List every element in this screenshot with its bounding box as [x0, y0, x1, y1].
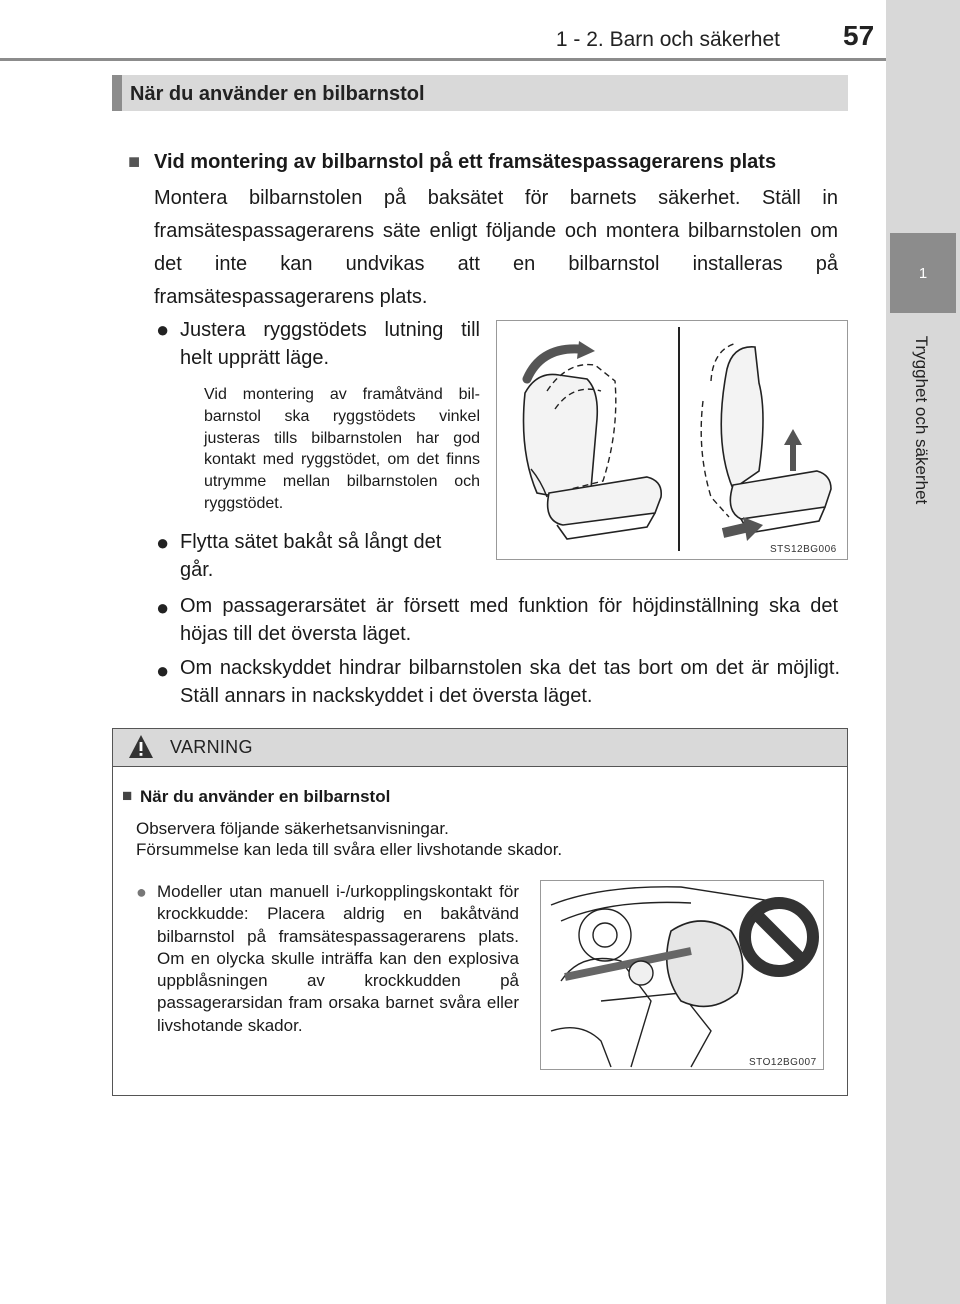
airbag-figure-code: STO12BG007 [749, 1057, 817, 1068]
section-heading-accent [112, 75, 122, 111]
sub-heading-square-icon: ■ [128, 151, 141, 173]
bullet-text-headrest: Om nackskyddet hindrar bilbarnstolen ska det tas bort om det är möjligt. Ställ annars in nackskyddet i det översta läget. [180, 657, 840, 707]
bullet-text-backrest: Justera ryggstödets lutning till helt upprätt läge. [180, 319, 480, 369]
bullet-note-backrest: Vid montering av framåtvänd bilbarnstol ska ryggstödets vinkel justeras tills bilbarnstolen har god kontakt med ryggstödet, om det finns utrymme mellan bilbarnstolen och ryggstödet. [204, 386, 480, 512]
warning-label: VARNING [170, 737, 253, 757]
warning-heading: När du använder en bilbarnstol [140, 787, 391, 806]
warning-triangle-icon [127, 733, 155, 761]
bullet-text-seat-height: Om passagerarsätet är försett med funktion för höjdinställning ska det höjas till det översta läget. [180, 595, 838, 645]
bullet-dot-icon: ● [156, 658, 170, 683]
warning-intro [136, 818, 836, 860]
warning-item-text: Modeller utan manuell i-/urkopplingskontakt för krockkudde: Placera aldrig en bakåtvänd bilbarnstol på framsätespassagerarens plats. Om en olycka skulle inträffa kan den explosiva uppblåsningen av krockkudden på passagerarsidan fram orsaka barnet svåra eller livshotande skador. [157, 882, 519, 1035]
seat-illustration [497, 321, 847, 559]
bullet-text-seat-back: Flytta sätet bakåt så långt det går. [180, 531, 442, 581]
chapter-side-tab [886, 0, 960, 1304]
airbag-illustration [541, 881, 823, 1069]
sub-heading: Vid montering av bilbarnstol på ett framsätespassagerarens plats [154, 151, 777, 173]
bullet-dot-icon: ● [156, 530, 170, 555]
chapter-number-box: 1 [890, 233, 956, 313]
bullet-dot-icon: ● [156, 595, 170, 620]
bullet-dot-icon: ● [156, 317, 170, 342]
airbag-warning-figure [540, 880, 824, 1070]
warning-square-icon: ■ [122, 786, 133, 805]
warning-intro-line: Försummelse kan leda till svåra eller livshotande skador. [136, 840, 563, 859]
page-number: 57 [843, 20, 875, 51]
warning-intro-line: Observera följande säkerhetsanvisningar. [136, 819, 449, 838]
prohibited-icon [745, 903, 813, 971]
seat-adjustment-figure [496, 320, 848, 560]
intro-paragraph: Montera bilbarnstolen på baksätet för barnets säkerhet. Ställ in framsätespassagerarens säte enligt följande och montera bilbarnstolen om det inte kan undvikas att en bilbarnstol installeras på framsätespassagerarens plats. [154, 187, 838, 308]
seat-figure-code: STS12BG006 [770, 544, 837, 555]
running-section-title: 1 - 2. Barn och säkerhet [555, 28, 780, 51]
warning-bullet-dot-icon: ● [136, 882, 147, 902]
chapter-side-label: Trygghet och säkerhet [912, 335, 931, 505]
header-rule [0, 58, 886, 61]
section-heading: När du använder en bilbarnstol [130, 83, 425, 105]
